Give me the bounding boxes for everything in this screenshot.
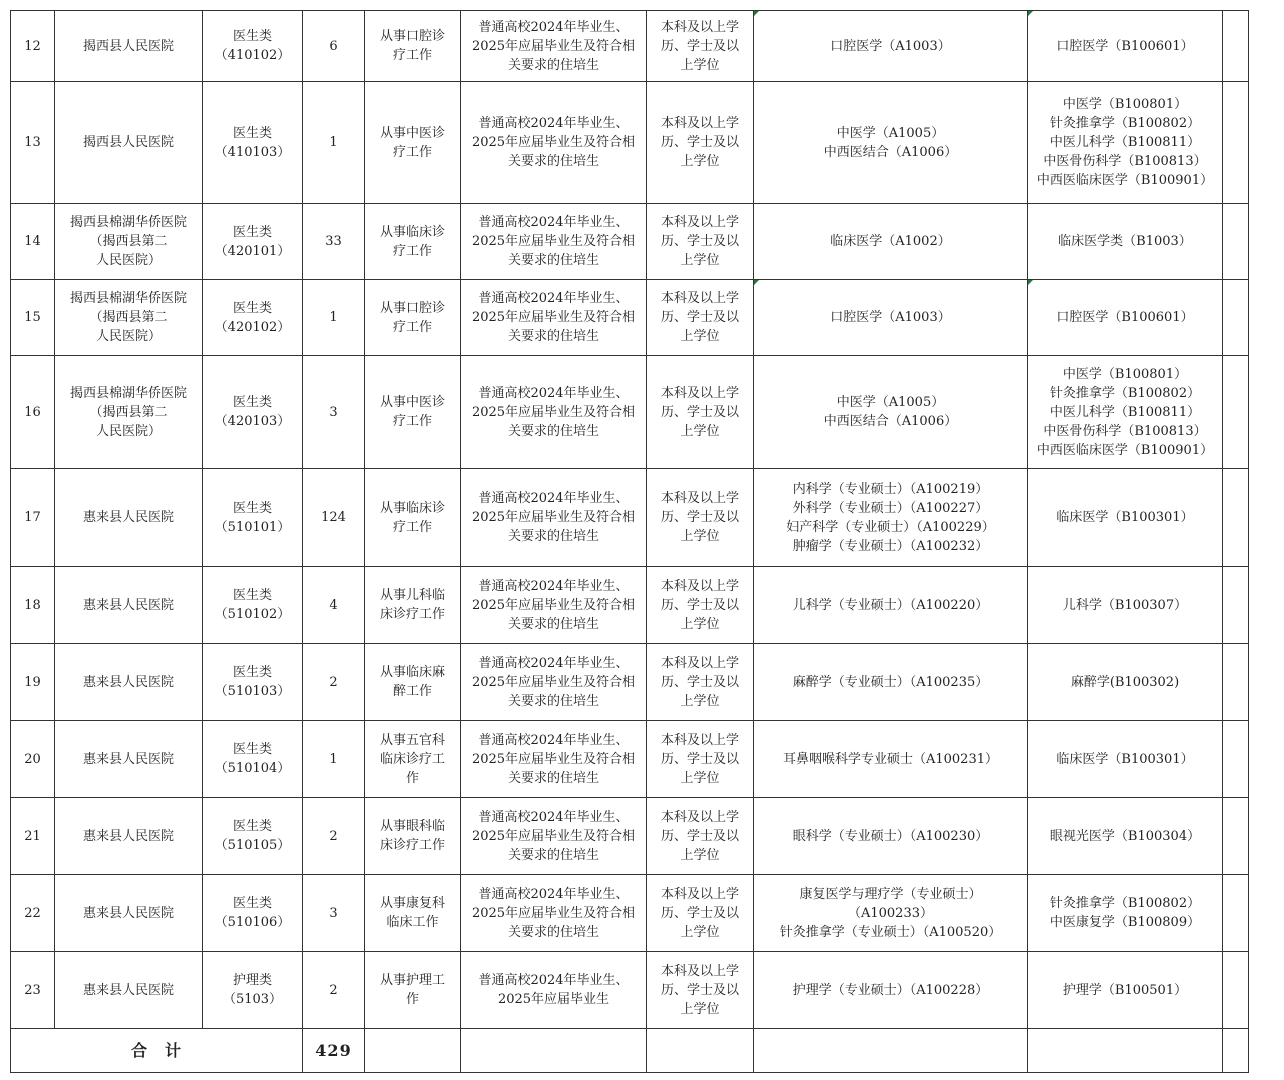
target-applicants-cell: 普通高校2024年毕业生、 2025年应届毕业生及符合相 关要求的住培生: [461, 567, 647, 644]
master-major-cell: 内科学（专业硕士）（A100219） 外科学（专业硕士）（A100227） 妇产科学（专业硕士）（A100229） 肿瘤学（专业硕士）（A100232）: [754, 469, 1028, 567]
bachelor-major-cell: 眼视光医学（B100304）: [1028, 798, 1223, 875]
empty-cell: [461, 1029, 647, 1073]
job-duty-cell: 从事中医诊 疗工作: [365, 356, 461, 469]
hospital-name-cell: 揭西县棉湖华侨医院 （揭西县第二 人民医院）: [55, 204, 203, 280]
hospital-name-cell: 揭西县人民医院: [55, 11, 203, 82]
remarks-cell: [1223, 280, 1249, 356]
table-row: [11, 82, 1249, 204]
job-duty-cell: 从事临床诊 疗工作: [365, 204, 461, 280]
position-category-cell: 医生类 （420101）: [203, 204, 303, 280]
degree-requirement-cell: 本科及以上学 历、学士及以 上学位: [647, 952, 754, 1029]
master-major-cell: 眼科学（专业硕士）（A100230）: [754, 798, 1028, 875]
target-applicants-cell: 普通高校2024年毕业生、 2025年应届毕业生及符合相 关要求的住培生: [461, 469, 647, 567]
target-applicants-cell: 普通高校2024年毕业生、 2025年应届毕业生及符合相 关要求的住培生: [461, 356, 647, 469]
remarks-cell: [1223, 798, 1249, 875]
position-category-cell: 医生类 （410102）: [203, 11, 303, 82]
hospital-name-cell: 惠来县人民医院: [55, 644, 203, 721]
master-major-cell: 康复医学与理疗学（专业硕士） （A100233） 针灸推拿学（专业硕士）（A100520）: [754, 875, 1028, 952]
degree-requirement-cell: 本科及以上学 历、学士及以 上学位: [647, 567, 754, 644]
bachelor-major-cell: 儿科学（B100307）: [1028, 567, 1223, 644]
target-applicants-cell: 普通高校2024年毕业生、 2025年应届毕业生及符合相 关要求的住培生: [461, 721, 647, 798]
remarks-cell: [1223, 875, 1249, 952]
target-applicants-cell: 普通高校2024年毕业生、 2025年应届毕业生及符合相 关要求的住培生: [461, 11, 647, 82]
empty-cell: [647, 1029, 754, 1073]
table-row: [11, 280, 1249, 356]
degree-requirement-cell: 本科及以上学 历、学士及以 上学位: [647, 204, 754, 280]
recruitment-table: [10, 10, 1249, 1073]
position-category-cell: 医生类 （420103）: [203, 356, 303, 469]
row-number-cell: 12: [11, 11, 55, 82]
degree-requirement-cell: 本科及以上学 历、学士及以 上学位: [647, 644, 754, 721]
hire-count-cell: 4: [303, 567, 365, 644]
empty-cell: [1028, 1029, 1223, 1073]
empty-cell: [1223, 1029, 1249, 1073]
total-row: [11, 1029, 1249, 1073]
hire-count-cell: 124: [303, 469, 365, 567]
empty-cell: [365, 1029, 461, 1073]
bachelor-major-cell: 临床医学（B100301）: [1028, 721, 1223, 798]
total-label: 合 计: [11, 1029, 303, 1073]
master-major-cell: 中医学（A1005） 中西医结合（A1006）: [754, 356, 1028, 469]
row-number-cell: 14: [11, 204, 55, 280]
row-number-cell: 23: [11, 952, 55, 1029]
job-duty-cell: 从事中医诊 疗工作: [365, 82, 461, 204]
hospital-name-cell: 惠来县人民医院: [55, 875, 203, 952]
position-category-cell: 医生类 （510102）: [203, 567, 303, 644]
hospital-name-cell: 揭西县棉湖华侨医院 （揭西县第二 人民医院）: [55, 280, 203, 356]
hire-count-cell: 2: [303, 644, 365, 721]
table-row: [11, 567, 1249, 644]
position-category-cell: 医生类 （420102）: [203, 280, 303, 356]
target-applicants-cell: 普通高校2024年毕业生、 2025年应届毕业生及符合相 关要求的住培生: [461, 875, 647, 952]
row-number-cell: 18: [11, 567, 55, 644]
degree-requirement-cell: 本科及以上学 历、学士及以 上学位: [647, 356, 754, 469]
target-applicants-cell: 普通高校2024年毕业生、 2025年应届毕业生及符合相 关要求的住培生: [461, 644, 647, 721]
target-applicants-cell: 普通高校2024年毕业生、 2025年应届毕业生及符合相 关要求的住培生: [461, 798, 647, 875]
total-count: 429: [303, 1029, 365, 1073]
hospital-name-cell: 惠来县人民医院: [55, 952, 203, 1029]
table-row: [11, 721, 1249, 798]
row-number-cell: 20: [11, 721, 55, 798]
degree-requirement-cell: 本科及以上学 历、学士及以 上学位: [647, 82, 754, 204]
remarks-cell: [1223, 356, 1249, 469]
job-duty-cell: 从事康复科 临床工作: [365, 875, 461, 952]
target-applicants-cell: 普通高校2024年毕业生、 2025年应届毕业生及符合相 关要求的住培生: [461, 82, 647, 204]
bachelor-major-cell: 麻醉学(B100302): [1028, 644, 1223, 721]
remarks-cell: [1223, 204, 1249, 280]
degree-requirement-cell: 本科及以上学 历、学士及以 上学位: [647, 798, 754, 875]
table-row: [11, 356, 1249, 469]
bachelor-major-cell: 临床医学类（B1003）: [1028, 204, 1223, 280]
job-duty-cell: 从事五官科 临床诊疗工 作: [365, 721, 461, 798]
hire-count-cell: 2: [303, 798, 365, 875]
master-major-cell: 临床医学（A1002）: [754, 204, 1028, 280]
hospital-name-cell: 揭西县人民医院: [55, 82, 203, 204]
hire-count-cell: 1: [303, 280, 365, 356]
degree-requirement-cell: 本科及以上学 历、学士及以 上学位: [647, 469, 754, 567]
hire-count-cell: 3: [303, 875, 365, 952]
job-duty-cell: 从事儿科临 床诊疗工作: [365, 567, 461, 644]
master-major-cell: 中医学（A1005） 中西医结合（A1006）: [754, 82, 1028, 204]
bachelor-major-cell: 临床医学（B100301）: [1028, 469, 1223, 567]
table-row: [11, 952, 1249, 1029]
row-number-cell: 15: [11, 280, 55, 356]
hire-count-cell: 33: [303, 204, 365, 280]
job-duty-cell: 从事临床麻 醉工作: [365, 644, 461, 721]
bachelor-major-cell: 口腔医学（B100601）: [1028, 11, 1223, 82]
position-category-cell: 医生类 （510106）: [203, 875, 303, 952]
row-number-cell: 22: [11, 875, 55, 952]
hire-count-cell: 3: [303, 356, 365, 469]
job-duty-cell: 从事护理工 作: [365, 952, 461, 1029]
remarks-cell: [1223, 11, 1249, 82]
remarks-cell: [1223, 721, 1249, 798]
master-major-cell: 护理学（专业硕士）（A100228）: [754, 952, 1028, 1029]
row-number-cell: 13: [11, 82, 55, 204]
bachelor-major-cell: 中医学（B100801） 针灸推拿学（B100802） 中医儿科学（B100811） 中医骨伤科学（B100813） 中西医临床医学（B100901）: [1028, 82, 1223, 204]
row-number-cell: 21: [11, 798, 55, 875]
hire-count-cell: 1: [303, 721, 365, 798]
job-duty-cell: 从事临床诊 疗工作: [365, 469, 461, 567]
master-major-cell: 儿科学（专业硕士）（A100220）: [754, 567, 1028, 644]
position-category-cell: 护理类 （5103）: [203, 952, 303, 1029]
remarks-cell: [1223, 952, 1249, 1029]
table-row: [11, 644, 1249, 721]
target-applicants-cell: 普通高校2024年毕业生、 2025年应届毕业生及符合相 关要求的住培生: [461, 204, 647, 280]
master-major-cell: 口腔医学（A1003）: [754, 280, 1028, 356]
hospital-name-cell: 揭西县棉湖华侨医院 （揭西县第二 人民医院）: [55, 356, 203, 469]
hospital-name-cell: 惠来县人民医院: [55, 567, 203, 644]
job-duty-cell: 从事口腔诊 疗工作: [365, 280, 461, 356]
hospital-name-cell: 惠来县人民医院: [55, 721, 203, 798]
hospital-name-cell: 惠来县人民医院: [55, 798, 203, 875]
job-duty-cell: 从事口腔诊 疗工作: [365, 11, 461, 82]
master-major-cell: 口腔医学（A1003）: [754, 11, 1028, 82]
table-row: [11, 204, 1249, 280]
degree-requirement-cell: 本科及以上学 历、学士及以 上学位: [647, 875, 754, 952]
position-category-cell: 医生类 （410103）: [203, 82, 303, 204]
row-number-cell: 17: [11, 469, 55, 567]
master-major-cell: 麻醉学（专业硕士）（A100235）: [754, 644, 1028, 721]
hire-count-cell: 6: [303, 11, 365, 82]
hire-count-cell: 2: [303, 952, 365, 1029]
remarks-cell: [1223, 82, 1249, 204]
bachelor-major-cell: 口腔医学（B100601）: [1028, 280, 1223, 356]
table-row: [11, 469, 1249, 567]
position-category-cell: 医生类 （510104）: [203, 721, 303, 798]
empty-cell: [754, 1029, 1028, 1073]
remarks-cell: [1223, 567, 1249, 644]
master-major-cell: 耳鼻咽喉科学专业硕士（A100231）: [754, 721, 1028, 798]
bachelor-major-cell: 护理学（B100501）: [1028, 952, 1223, 1029]
table-row: [11, 875, 1249, 952]
hospital-name-cell: 惠来县人民医院: [55, 469, 203, 567]
position-category-cell: 医生类 （510101）: [203, 469, 303, 567]
target-applicants-cell: 普通高校2024年毕业生、 2025年应届毕业生及符合相 关要求的住培生: [461, 280, 647, 356]
row-number-cell: 16: [11, 356, 55, 469]
degree-requirement-cell: 本科及以上学 历、学士及以 上学位: [647, 721, 754, 798]
bachelor-major-cell: 针灸推拿学（B100802） 中医康复学（B100809）: [1028, 875, 1223, 952]
position-category-cell: 医生类 （510105）: [203, 798, 303, 875]
degree-requirement-cell: 本科及以上学 历、学士及以 上学位: [647, 280, 754, 356]
bachelor-major-cell: 中医学（B100801） 针灸推拿学（B100802） 中医儿科学（B100811） 中医骨伤科学（B100813） 中西医临床医学（B100901）: [1028, 356, 1223, 469]
position-category-cell: 医生类 （510103）: [203, 644, 303, 721]
row-number-cell: 19: [11, 644, 55, 721]
job-duty-cell: 从事眼科临 床诊疗工作: [365, 798, 461, 875]
hire-count-cell: 1: [303, 82, 365, 204]
remarks-cell: [1223, 469, 1249, 567]
degree-requirement-cell: 本科及以上学 历、学士及以 上学位: [647, 11, 754, 82]
table-row: [11, 11, 1249, 82]
remarks-cell: [1223, 644, 1249, 721]
target-applicants-cell: 普通高校2024年毕业生、 2025年应届毕业生: [461, 952, 647, 1029]
table-row: [11, 798, 1249, 875]
